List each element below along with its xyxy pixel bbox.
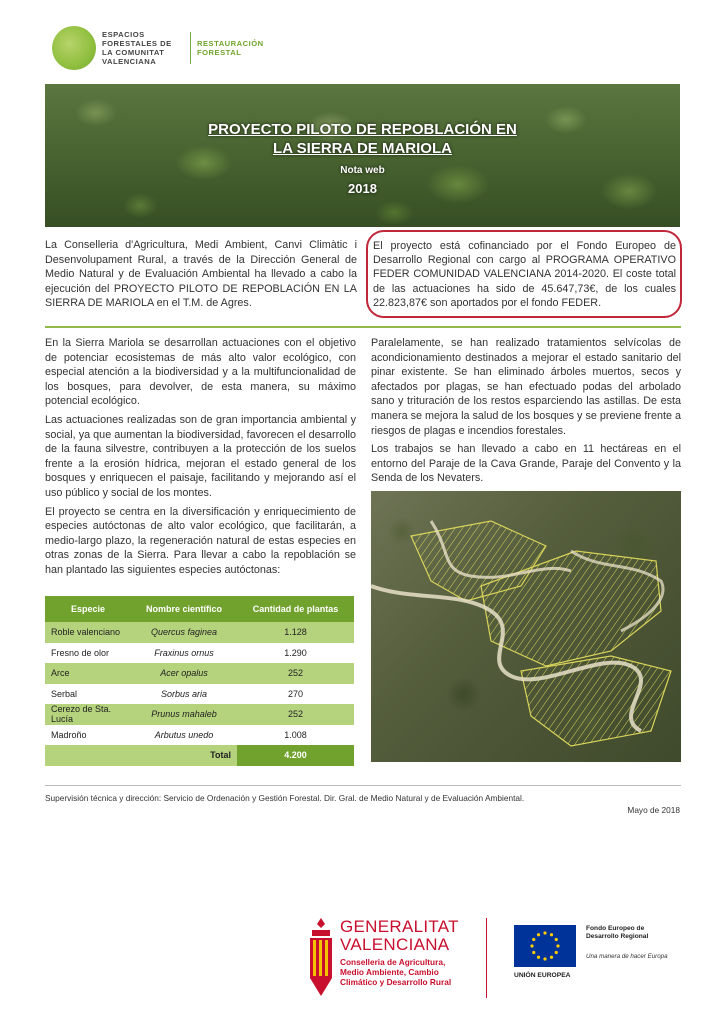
logo-text: ESPACIOS FORESTALES DE LA COMUNITAT VALENCIANA	[102, 30, 172, 66]
quantity-cell: 270	[287, 688, 304, 699]
common-name-cell: Arce	[45, 663, 131, 684]
column-header: Nombre científico	[131, 596, 237, 622]
common-name-cell: Cerezo de Sta. Lucía	[45, 704, 131, 725]
scientific-name-cell: Prunus mahaleb	[131, 704, 237, 725]
quantity-cell: 1.128	[237, 622, 354, 643]
eu-star-icon	[543, 931, 546, 934]
eu-flag-icon	[514, 925, 576, 967]
scientific-name-cell: Sorbus aria	[160, 688, 208, 699]
eu-star-icon	[537, 933, 540, 936]
common-name-cell: Fresno de olor	[51, 647, 110, 658]
hero-title	[45, 120, 680, 158]
body-paragraph: Los trabajos se han llevado a cabo en 11 hectáreas en el entorno del Paraje de la Cava Grande, Paraje del Convento y la Senda de los Nevaters.	[371, 443, 681, 485]
eu-star-icon	[532, 951, 535, 954]
footer-divider	[45, 785, 681, 786]
hero-banner	[45, 84, 680, 227]
eu-motto: Una manera de hacer Europa	[586, 953, 668, 960]
eu-star-icon	[543, 957, 546, 960]
logo-subtitle: RESTAURACIÓN FORESTAL	[197, 39, 264, 57]
table-row	[45, 622, 354, 643]
eu-star-icon	[555, 938, 558, 941]
funding-callout: El proyecto está cofinanciado por el Fondo Europeo de Desarrollo Regional con cargo al PROGRAMA OPERATIVO FEDER COMUNIDAD VALENCIANA 2014-2020. El coste total de las actuaciones ha sido de 45.647,73€, de los cuales 22.823,87€ son aportados por el fondo FEDER.	[366, 230, 682, 318]
eu-label: UNIÓN EUROPEA	[514, 972, 571, 979]
common-name-cell: Madroño	[51, 729, 87, 740]
table-header-row	[45, 596, 354, 622]
body-paragraph: El proyecto se centra en la diversificación y enriquecimiento de especies autóctonas de alto valor ecológico, que facilitarán, a medio-largo plazo, la regeneración natural de estas especies en otras zonas de la Sierra. Para llevar a cabo la repoblación se han plantado las siguientes especies autóctonas:	[45, 505, 356, 576]
species-table	[45, 596, 354, 766]
eu-star-icon	[537, 956, 540, 959]
footer-logo-divider	[486, 918, 487, 998]
table-row	[45, 684, 354, 705]
aerial-map	[371, 491, 681, 762]
intro-paragraph: La Conselleria d'Agricultura, Medi Ambient, Canvi Climàtic i Desenvolupament Rural, a través de la Dirección General de Medio Natural y de Evaluación Ambiental ha llevado a cabo la ejecución del PROYECTO PILOTO DE REPOBLACIÓN EN LA SIERRA DE MARIOLA en el T.M. de Agres.	[45, 239, 357, 310]
scientific-name-cell: Quercus faginea	[131, 622, 237, 643]
map-overlay	[371, 491, 681, 762]
hero-title-line2: LA SIERRA DE MARIOLA	[273, 140, 452, 157]
eu-fund-name: Fondo Europeo de Desarrollo Regional	[586, 925, 649, 940]
column-header: Especie	[45, 596, 131, 622]
common-name-cell: Roble valenciano	[45, 622, 131, 643]
scientific-name-cell: Arbutus unedo	[154, 729, 214, 740]
table-total-row	[45, 745, 354, 766]
table-row	[45, 643, 354, 664]
quantity-cell: 252	[237, 663, 354, 684]
common-name-cell: Serbal	[51, 688, 78, 699]
eu-star-icon	[556, 944, 559, 947]
supervision-note: Supervisión técnica y dirección: Servicio de Ordenación y Gestión Forestal. Dir. Gral. de Medio Natural y de Evaluación Ambiental.	[45, 793, 525, 803]
total-value: 4.200	[237, 745, 354, 766]
body-paragraph: Las actuaciones realizadas son de gran importancia ambiental y social, ya que aumentan la biodiversidad, favorecen el desarrollo de la fauna silvestre, contribuyen a la protección de los suelos frente a la erosión hídrica, mejoran el estado general de los bosques y enriquecen el paisaje, facilitando y mejorando así el uso público y social de los montes.	[45, 413, 356, 499]
total-label: Total	[45, 745, 237, 766]
body-paragraph: Paralelamente, se han realizado tratamientos selvícolas de acondicionamiento destinados a mejorar el estado sanitario del pinar existente. Se han eliminado árboles muertos, secos y afectados por plagas, se han efectuado podas del arbolado sano y trituración de los restos esparciendo las astillas. De esta manera se mejora la salud de los bosques y se previene frente a riesgos de plagas e incendios forestales.	[371, 337, 681, 437]
scientific-name-cell: Acer opalus	[131, 663, 237, 684]
table-row	[45, 704, 354, 725]
left-column	[45, 336, 356, 582]
generalitat-logo	[308, 918, 470, 998]
generalitat-name-line2: VALENCIANA	[340, 935, 450, 954]
quantity-cell: 252	[237, 704, 354, 725]
section-divider	[45, 326, 681, 328]
quantity-cell: 1.008	[284, 729, 307, 740]
hero-subtitle: Nota web	[340, 165, 385, 176]
table-row	[45, 725, 354, 746]
hero-title-line1: PROYECTO PILOTO DE REPOBLACIÓN EN	[208, 121, 517, 138]
scientific-name-cell: Fraxinus ornus	[154, 647, 214, 658]
hero-year: 2018	[348, 181, 377, 196]
generalitat-emblem-icon	[308, 918, 334, 998]
leaf-logo-icon	[52, 26, 96, 70]
eu-star-icon	[532, 938, 535, 941]
forest-logo	[52, 26, 267, 70]
quantity-cell: 1.290	[284, 647, 307, 658]
right-column	[371, 336, 681, 490]
eu-star-icon	[530, 944, 533, 947]
conselleria-name: Conselleria de Agricultura, Medio Ambiente, Cambio Climático y Desarrollo Rural	[340, 957, 452, 987]
eu-star-icon	[550, 933, 553, 936]
eu-star-icon	[550, 956, 553, 959]
body-paragraph: En la Sierra Mariola se desarrollan actuaciones con el objetivo de potenciar ecosistemas de más alto valor ecológico, con especial atención a la biodiversidad y a la multifuncionalidad de los bosques, para devolver, de esta manera, su máximo potencial ecológico.	[45, 337, 356, 408]
publication-date: Mayo de 2018	[627, 805, 680, 815]
column-header: Cantidad de plantas	[237, 596, 354, 622]
generalitat-name-line1: GENERALITAT	[340, 917, 459, 936]
eu-star-icon	[555, 951, 558, 954]
logo-divider	[190, 32, 191, 64]
table-row	[45, 663, 354, 684]
